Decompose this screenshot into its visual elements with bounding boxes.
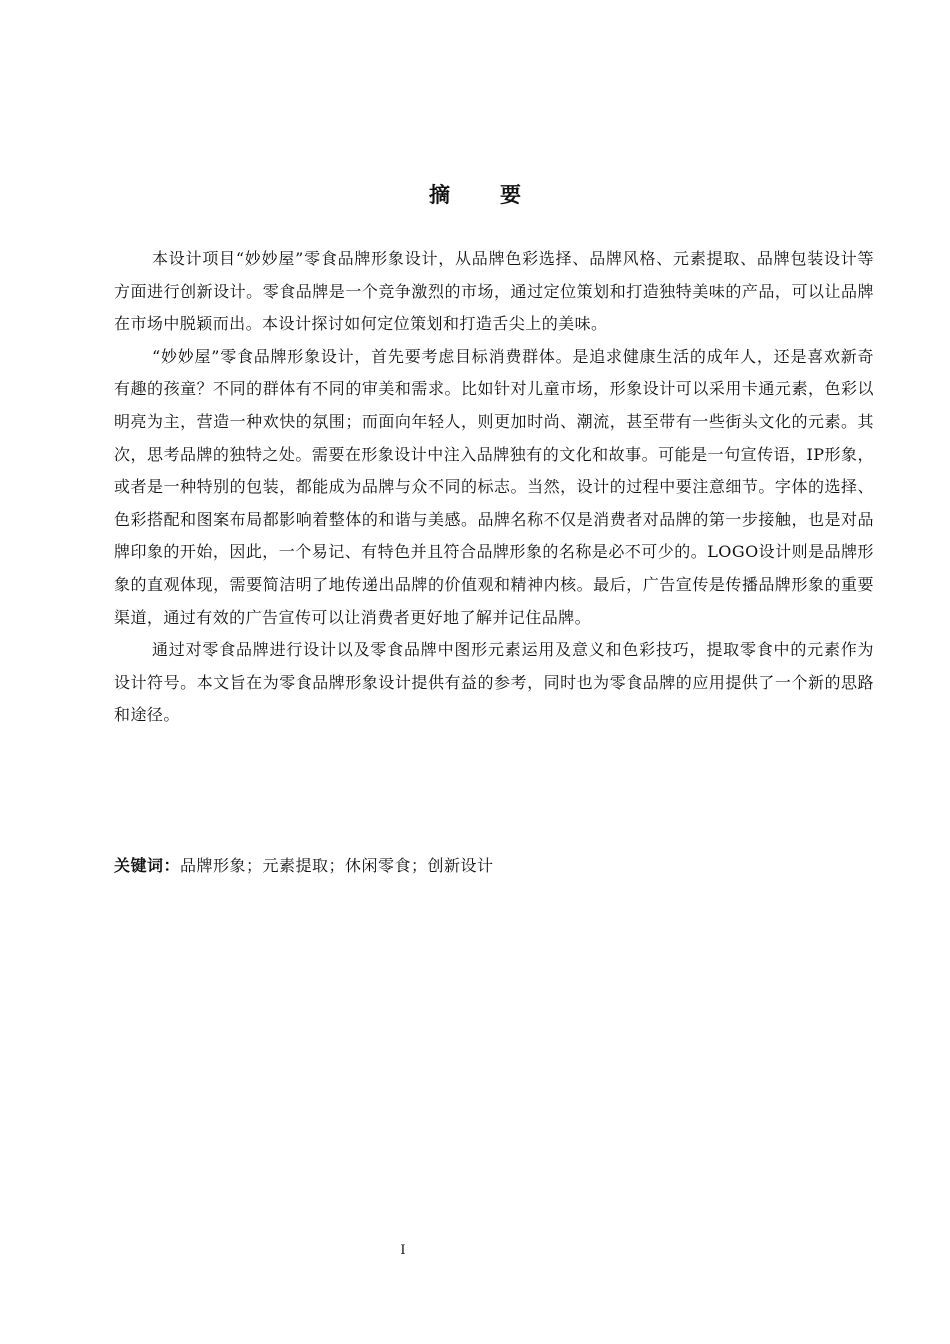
keywords-line — [114, 851, 874, 881]
keywords-label: 关键词： — [114, 856, 181, 875]
abstract-paragraph-1: 本设计项目“妙妙屋”零食品牌形象设计，从品牌色彩选择、品牌风格、元素提取、品牌包装设计等方面进行创新设计。零食品牌是一个竞争激烈的市场，通过定位策划和打造独特美味的产品，可以让品牌在市场中脱颖而出。本设计探讨如何定位策划和打造舌尖上的美味。 — [114, 249, 874, 334]
keywords-text: 品牌形象；元素提取；休闲零食；创新设计 — [180, 856, 494, 875]
page-number: I — [400, 1243, 406, 1258]
abstract-body — [114, 243, 874, 732]
abstract-paragraph-2: “妙妙屋”零食品牌形象设计，首先要考虑目标消费群体。是追求健康生活的成年人，还是喜欢新奇有趣的孩童？不同的群体有不同的审美和需求。比如针对儿童市场，形象设计可以采用卡通元素，色彩以明亮为主，营造一种欢快的氛围；而面向年轻人，则更加时尚、潮流，甚至带有一些街头文化的元素。其次，思考品牌的独特之处。需要在形象设计中注入品牌独有的文化和故事。可能是一句宣传语，IP形象，或者是一种特别的包装，都能成为品牌与众不同的标志。当然，设计的过程中要注意细节。字体的选择、色彩搭配和图案布局都影响着整体的和谐与美感。品牌名称不仅是消费者对品牌的第一步接触，也是对品牌印象的开始，因此，一个易记、有特色并且符合品牌形象的名称是必不可少的。LOGO设计则是品牌形象的直观体现，需要简洁明了地传递出品牌的价值观和精神内核。最后，广告宣传是传播品牌形象的重要渠道，通过有效的广告宣传可以让消费者更好地了解并记住品牌。 — [114, 346, 874, 627]
abstract-paragraph-3: 通过对零食品牌进行设计以及零食品牌中图形元素运用及意义和色彩技巧，提取零食中的元素作为设计符号。本文旨在为零食品牌形象设计提供有益的参考，同时也为零食品牌的应用提供了一个新的思路和途径。 — [114, 640, 874, 725]
abstract-title: 摘要 — [429, 183, 571, 207]
